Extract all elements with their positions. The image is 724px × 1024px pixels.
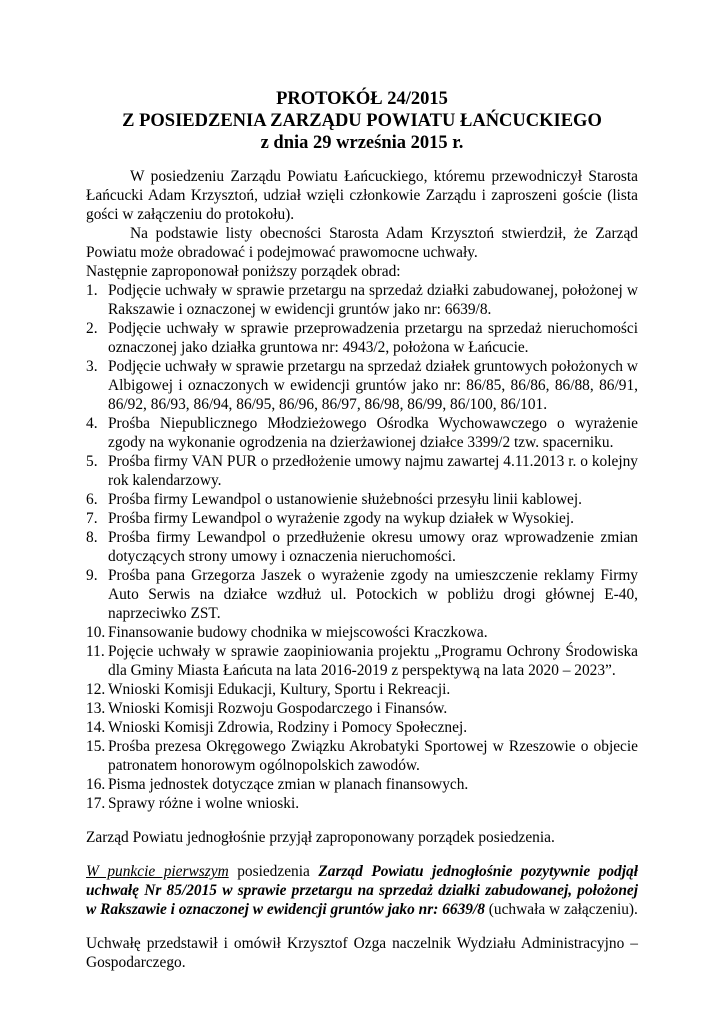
agenda-item-text: Pisma jednostek dotyczące zmian w planach finansowych. <box>108 776 469 793</box>
agenda-item-number: 12. <box>86 681 106 698</box>
agenda-item-text: Prośba firmy Lewandpol o przedłużenie okresu umowy oraz wprowadzenie zmian dotyczących strony umowy i oznaczenia nieruchomości. <box>108 529 638 565</box>
agenda-item <box>86 490 638 509</box>
agenda-item-text: Podjęcie uchwały w sprawie przeprowadzenia przetargu na sprzedaż nieruchomości oznaczonej jako działka gruntowa nr: 4943/2, położona w Łańcucie. <box>108 320 638 356</box>
agenda-item-number: 9. <box>86 567 98 584</box>
intro-paragraph-2: Na podstawie listy obecności Starosta Adam Krzysztoń stwierdził, że Zarząd Powiatu może obradować i podejmować prawomocne uchwały. <box>86 225 638 261</box>
agenda-item <box>86 699 638 718</box>
agenda-item-text: Prośba pana Grzegorza Jaszek o wyrażenie zgody na umieszczenie reklamy Firmy Auto Serwis na działce wzdłuż ul. Potockich w pobliżu drogi głównej E-40, naprzeciwko ZST. <box>108 567 638 622</box>
agenda-item-text: Prośba Niepublicznego Młodzieżowego Ośrodka Wychowawczego o wyrażenie zgody na wykonanie ogrodzenia na dzierżawionej działce 3399/2 tzw. spacerniku. <box>108 415 638 451</box>
agenda-item-text: Wnioski Komisji Edukacji, Kultury, Sportu i Rekreacji. <box>108 681 451 698</box>
agenda-item-number: 15. <box>86 738 106 755</box>
agenda-item <box>86 452 638 490</box>
agenda-item-text: Podjęcie uchwały w sprawie przetargu na sprzedaż działki zabudowanej, położonej w Rakszawie i oznaczonej w ewidencji gruntów jako nr: 6639/8. <box>108 282 638 318</box>
agenda-item <box>86 566 638 623</box>
agenda-item <box>86 680 638 699</box>
agenda-item-text: Podjęcie uchwały w sprawie przetargu na sprzedaż działek gruntowych położonych w Albigowej i oznaczonych w ewidencji gruntów jako nr: 86/85, 86/86, 86/88, 86/91, 86/92, 86/93, 86/94, 86/95, 86/96, 86/97, 86/98, 86/99, 86/100, 86/101. <box>108 358 638 413</box>
agenda-item-number: 3. <box>86 358 98 375</box>
intro-paragraph-1: W posiedzeniu Zarządu Powiatu Łańcuckiego, któremu przewodniczył Starosta Łańcucki Adam Krzysztoń, udział wzięli członkowie Zarządu i zaproszeni goście (lista gości w załączeniu do protokołu). <box>86 168 638 223</box>
agenda-item-number: 5. <box>86 453 98 470</box>
agenda-item-text: Sprawy różne i wolne wnioski. <box>108 795 300 812</box>
title-line-2: Z POSIEDZENIA ZARZĄDU POWIATU ŁAŃCUCKIEGO <box>122 111 602 131</box>
agenda-item-text: Prośba firmy VAN PUR o przedłożenie umowy najmu zawartej 4.11.2013 r. o kolejny rok kalendarzowy. <box>108 453 638 489</box>
agenda-item-number: 14. <box>86 719 106 736</box>
agenda-item <box>86 623 638 642</box>
title-line-3: z dnia 29 września 2015 r. <box>260 133 464 153</box>
agenda-list <box>86 281 638 813</box>
agenda-item <box>86 414 638 452</box>
agenda-item <box>86 281 638 319</box>
agenda-item <box>86 794 638 813</box>
agenda-item <box>86 357 638 414</box>
agenda-item-number: 7. <box>86 510 98 527</box>
agenda-item-text: Wnioski Komisji Zdrowia, Rodziny i Pomocy Społecznej. <box>108 719 468 736</box>
protocol-title <box>86 88 638 154</box>
agenda-item-text: Prośba firmy Lewandpol o ustanowienie służebności przesyłu linii kablowej. <box>108 491 583 508</box>
agenda-item-number: 17. <box>86 795 106 812</box>
agenda-item <box>86 509 638 528</box>
agenda-item-text: Finansowanie budowy chodnika w miejscowości Kraczkowa. <box>108 624 488 641</box>
title-line-1: PROTOKÓŁ 24/2015 <box>276 89 448 109</box>
agenda-item-text: Prośba prezesa Okręgowego Związku Akrobatyki Sportowej w Rzeszowie o objecie patronatem honorowym ogólnopolskich zawodów. <box>108 738 638 774</box>
agenda-item-number: 6. <box>86 491 98 508</box>
point-one-paragraph <box>86 862 638 919</box>
agenda-item-number: 13. <box>86 700 106 717</box>
agenda-item-number: 4. <box>86 415 98 432</box>
agenda-item-number: 16. <box>86 776 106 793</box>
presenter-paragraph: Uchwałę przedstawił i omówił Krzysztof Ozga naczelnik Wydziału Administracyjno – Gospodarczego. <box>86 935 638 971</box>
agenda-item <box>86 737 638 775</box>
acceptance-paragraph: Zarząd Powiatu jednogłośnie przyjął zaproponowany porządek posiedzenia. <box>86 829 555 846</box>
agenda-item <box>86 775 638 794</box>
point-one-label: W punkcie pierwszym <box>86 863 229 880</box>
intro-paragraph-3: Następnie zaproponował poniższy porządek obrad: <box>86 263 401 280</box>
agenda-item-number: 10. <box>86 624 106 641</box>
agenda-item-text: Prośba firmy Lewandpol o wyrażenie zgody na wykup działek w Wysokiej. <box>108 510 574 527</box>
agenda-item-number: 1. <box>86 282 98 299</box>
agenda-item <box>86 718 638 737</box>
agenda-item-text: Wnioski Komisji Rozwoju Gospodarczego i Finansów. <box>108 700 448 717</box>
agenda-item-text: Pojęcie uchwały w sprawie zaopiniowania projektu „Programu Ochrony Środowiska dla Gminy Miasta Łańcuta na lata 2016-2019 z perspektywą na lata 2020 – 2023”. <box>108 643 638 679</box>
point-one-resolution: Zarząd Powiatu jednogłośnie pozytywnie podjął uchwałę Nr 85/2015 w sprawie przetargu na sprzedaż działki zabudowanej, położonej w Rakszawie i oznaczonej w ewidencji gruntów jako nr: 6639/8 <box>86 863 638 918</box>
point-one-text-2: (uchwała w załączeniu). <box>484 901 638 918</box>
agenda-item <box>86 642 638 680</box>
agenda-item <box>86 319 638 357</box>
intro-section <box>86 167 638 281</box>
point-one-text-1: posiedzenia <box>228 863 319 880</box>
agenda-item-number: 8. <box>86 529 98 546</box>
agenda-item-number: 11. <box>86 643 105 660</box>
agenda-item <box>86 528 638 566</box>
agenda-item-number: 2. <box>86 320 98 337</box>
